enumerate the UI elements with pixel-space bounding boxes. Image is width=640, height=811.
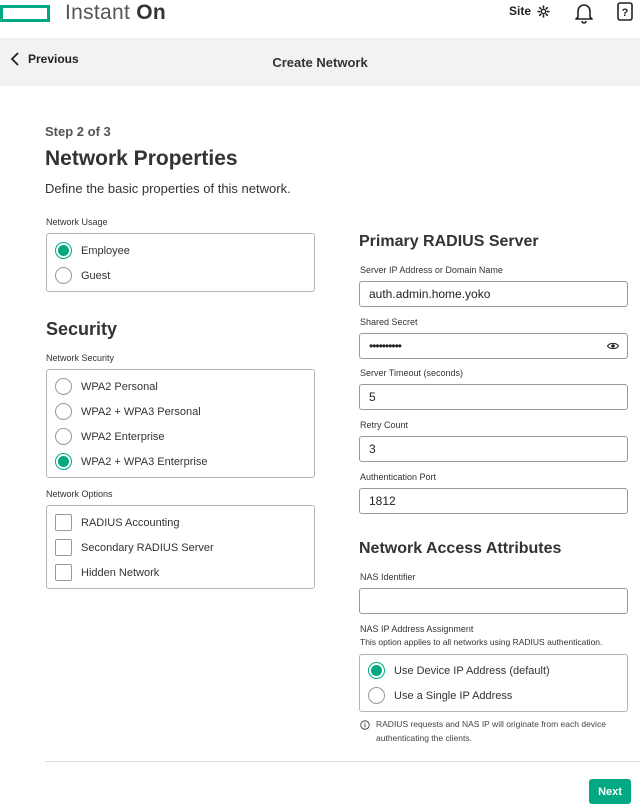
note-text: RADIUS requests and NAS IP will originate from each device authenticating the clients. <box>376 719 606 743</box>
server-ip-input[interactable]: auth.admin.home.yoko <box>359 281 628 307</box>
previous-label: Previous <box>28 52 79 66</box>
retry-count-input[interactable]: 3 <box>359 436 628 462</box>
brand-logo-text: Instant On <box>65 1 167 24</box>
network-options-label: Network Options <box>46 489 113 499</box>
site-selector[interactable] <box>509 4 550 18</box>
checkbox-secondary-radius[interactable] <box>55 539 214 556</box>
help-icon[interactable] <box>617 2 633 22</box>
radio-button <box>368 662 385 679</box>
option-label: WPA2 Enterprise <box>81 430 165 443</box>
radio-employee[interactable] <box>55 242 130 259</box>
option-label: RADIUS Accounting <box>81 516 180 529</box>
footer-divider <box>45 761 640 762</box>
option-label: Use a Single IP Address <box>394 689 513 702</box>
network-usage-label: Network Usage <box>46 217 108 227</box>
nas-ip-group <box>359 654 628 712</box>
auth-port-input[interactable]: 1812 <box>359 488 628 514</box>
radio-button <box>55 403 72 420</box>
radio-use-single-ip[interactable] <box>368 687 512 704</box>
radio-button <box>55 453 72 470</box>
page-description: Define the basic properties of this network. <box>45 181 291 196</box>
security-title: Security <box>46 319 118 339</box>
show-password-icon[interactable] <box>607 340 619 352</box>
brand-logo-mark <box>0 5 50 22</box>
radio-button <box>55 428 72 445</box>
option-label: WPA2 + WPA3 Personal <box>81 405 201 418</box>
radio-wpa2-enterprise[interactable] <box>55 428 165 445</box>
option-label: Hidden Network <box>81 566 160 579</box>
top-header <box>0 0 640 38</box>
naa-title: Network Access Attributes <box>359 540 562 557</box>
bell-icon[interactable] <box>574 2 594 24</box>
network-security-group <box>46 369 315 478</box>
shared-secret-input[interactable] <box>359 333 628 359</box>
radio-wpa2-wpa3-enterprise[interactable] <box>55 453 207 470</box>
checkbox-hidden-network[interactable] <box>55 564 159 581</box>
nas-ip-label: NAS IP Address Assignment <box>360 624 474 634</box>
nas-ip-note <box>360 717 620 745</box>
info-icon <box>360 720 370 730</box>
radio-button <box>55 267 72 284</box>
checkbox-radius-accounting[interactable] <box>55 514 179 531</box>
server-ip-label: Server IP Address or Domain Name <box>360 265 503 275</box>
radio-wpa2-wpa3-personal[interactable] <box>55 403 201 420</box>
option-label: WPA2 + WPA3 Enterprise <box>81 455 208 468</box>
previous-button[interactable] <box>10 52 79 66</box>
checkbox <box>55 514 72 531</box>
chevron-left-icon <box>10 52 20 66</box>
option-label: Guest <box>81 269 111 282</box>
svg-text:?: ? <box>621 7 629 19</box>
option-label: Use Device IP Address (default) <box>394 664 550 677</box>
page-header-title: Create Network <box>272 55 368 70</box>
network-options-group <box>46 505 315 589</box>
network-usage-group <box>46 233 315 292</box>
step-indicator: Step 2 of 3 <box>45 124 111 139</box>
auth-port-label: Authentication Port <box>360 472 437 482</box>
checkbox <box>55 564 72 581</box>
radio-wpa2-personal[interactable] <box>55 378 158 395</box>
server-timeout-label: Server Timeout (seconds) <box>360 368 464 378</box>
radio-use-device-ip[interactable] <box>368 662 550 679</box>
option-label: Employee <box>81 244 130 257</box>
nas-identifier-label: NAS Identifier <box>360 572 416 582</box>
page-title: Network Properties <box>45 147 238 170</box>
retry-count-label: Retry Count <box>360 420 409 430</box>
checkbox <box>55 539 72 556</box>
sub-header <box>0 38 640 86</box>
option-label: WPA2 Personal <box>81 380 158 393</box>
shared-secret-label: Shared Secret <box>360 317 418 327</box>
option-label: Secondary RADIUS Server <box>81 541 214 554</box>
site-label: Site <box>509 4 532 18</box>
nas-identifier-input[interactable] <box>359 588 628 614</box>
nas-ip-description: This option applies to all networks using RADIUS authentication. <box>360 637 603 647</box>
server-timeout-input[interactable]: 5 <box>359 384 628 410</box>
radio-button <box>55 378 72 395</box>
network-security-label: Network Security <box>46 353 115 363</box>
radius-title: Primary RADIUS Server <box>359 233 539 250</box>
radio-guest[interactable] <box>55 267 110 284</box>
shared-secret-value: •••••••••• <box>369 339 402 353</box>
radio-button <box>368 687 385 704</box>
next-button[interactable]: Next <box>589 779 631 804</box>
radio-button <box>55 242 72 259</box>
gear-icon <box>537 5 550 18</box>
